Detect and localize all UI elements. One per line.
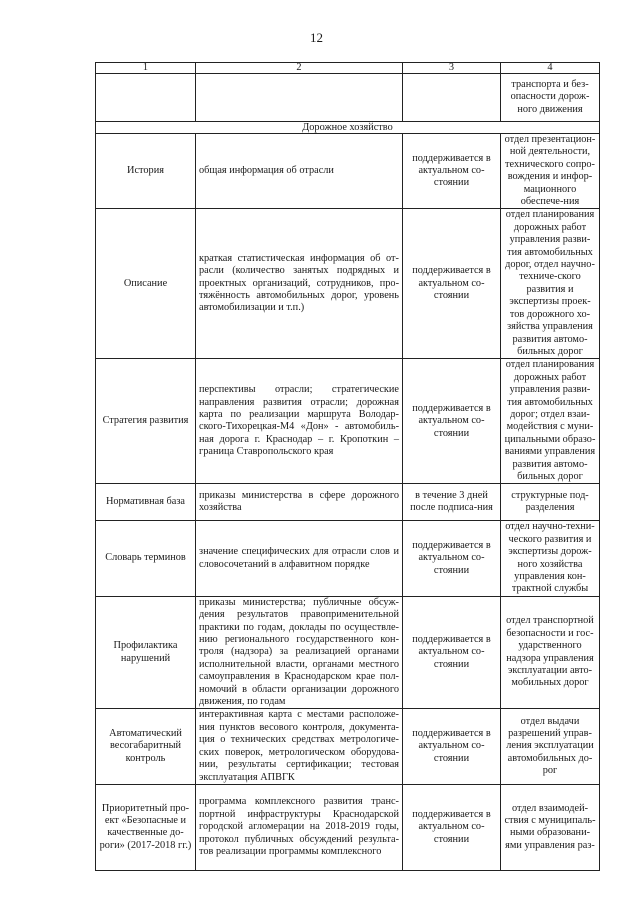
cell-responsible: отдел выдачи разрешений управ-ления эксплуатации автомобильных до-рог	[501, 709, 600, 784]
cell-empty	[96, 74, 196, 122]
cell-description: приказы министерства; публичные обсуж-дения результатов правоприменительной практики по годам, доклады по осуществле-нию регионального государственного кон-троля (надзора) за реализацией органами исполнительной власти, органами местного самоуправления в Краснодарском крае пол-номочий в области организации дорожного движения, по годам	[196, 596, 403, 709]
cell-status: в течение 3 дней после подписа-ния	[403, 484, 501, 521]
cell-name: Описание	[96, 209, 196, 359]
cell-name: Приоритетный про-ект «Безопасные и качественные до-роги» (2017-2018 гг.)	[96, 784, 196, 870]
content-table	[95, 62, 600, 871]
section-row	[96, 122, 600, 134]
table-row	[96, 134, 600, 209]
cell-responsible: отдел взаимодей-ствия с муниципаль-ными образовани-ями управления раз-	[501, 784, 600, 870]
cell-name: Профилактика нарушений	[96, 596, 196, 709]
cell-description: приказы министерства в сфере дорожного хозяйства	[196, 484, 403, 521]
cell-responsible: отдел планирования дорожных работ управления разви-тия автомобильных дорог; отдел взаи-модействия с муни-ципальными образо-ваниями управления развития автомо-бильных дорог	[501, 359, 600, 484]
cell-status: поддерживается в актуальном со-стоянии	[403, 359, 501, 484]
cell-status: поддерживается в актуальном со-стоянии	[403, 709, 501, 784]
cell-responsible: отдел транспортной безопасности и гос-ударственного надзора управления эксплуатации авто-мобильных дорог	[501, 596, 600, 709]
table-row	[96, 484, 600, 521]
cell-status: поддерживается в актуальном со-стоянии	[403, 784, 501, 870]
header-row	[96, 63, 600, 74]
cell-description: краткая статистическая информация об от-расли (количество занятых подрядных и проектных организаций, сотрудников, про-тяжённость автомобильных дорог, уровень автомобилизации и т.п.)	[196, 209, 403, 359]
cell-empty	[403, 74, 501, 122]
cell-name: Стратегия развития	[96, 359, 196, 484]
column-number-1: 1	[96, 63, 196, 74]
cell-description: программа комплексного развития транс-портной инфраструктуры Краснодарской городской агломерации на 2018-2019 годы, протокол публичных обсуждений результа-тов реализации программы комплексного	[196, 784, 403, 870]
cell-name: Словарь терминов	[96, 521, 196, 596]
cell-description: общая информация об отрасли	[196, 134, 403, 209]
column-number-4: 4	[501, 63, 600, 74]
section-title: Дорожное хозяйство	[96, 122, 600, 134]
table-row	[96, 784, 600, 870]
cell-status: поддерживается в актуальном со-стоянии	[403, 134, 501, 209]
cell-name: Автоматический весогабаритный контроль	[96, 709, 196, 784]
page-number: 12	[310, 30, 323, 45]
cell-status: поддерживается в актуальном со-стоянии	[403, 209, 501, 359]
table-row	[96, 596, 600, 709]
cell-responsible: отдел научно-техни-ческого развития и экспертизы дорож-ного хозяйства управления кон-трактной службы	[501, 521, 600, 596]
cell-description: интерактивная карта с местами расположе-ния пунктов весового контроля, документа-ция о технических средствах метрологиче-ских поверок, метрологическом оборудова-нии, результаты сертификации; тестовая эксплуатация АПВГК	[196, 709, 403, 784]
cell-responsible: отдел презентацион-ной деятельности, технического сопро-вождения и инфор-мационного обеспече-ния	[501, 134, 600, 209]
table-row	[96, 209, 600, 359]
continuation-row	[96, 74, 600, 122]
table-row	[96, 521, 600, 596]
table-row	[96, 709, 600, 784]
cell-description: перспективы отрасли; стратегические направления развития отрасли; дорожная карта по реализации маршрута Володар-ского-Тихорецкая-М4 «Дон» - автомобиль-ная дорога г. Краснодар – г. Кропоткин – граница Ставропольского края	[196, 359, 403, 484]
cell-status: поддерживается в актуальном со-стоянии	[403, 596, 501, 709]
cell-name: Нормативная база	[96, 484, 196, 521]
column-number-2: 2	[196, 63, 403, 74]
cell-status: поддерживается в актуальном со-стоянии	[403, 521, 501, 596]
cell-responsible: отдел планирования дорожных работ управления разви-тия автомобильных дорог, отдел научно-техниче-ского развития и экспертизы проек-тов дорожного хо-зяйства управления развития автомо-бильных дорог	[501, 209, 600, 359]
cell-name: История	[96, 134, 196, 209]
table-row	[96, 359, 600, 484]
column-number-3: 3	[403, 63, 501, 74]
cell-responsible: транспорта и без-опасности дорож-ного движения	[501, 74, 600, 122]
cell-responsible: структурные под-разделения	[501, 484, 600, 521]
cell-description: значение специфических для отрасли слов и словосочетаний в алфавитном порядке	[196, 521, 403, 596]
cell-empty	[196, 74, 403, 122]
